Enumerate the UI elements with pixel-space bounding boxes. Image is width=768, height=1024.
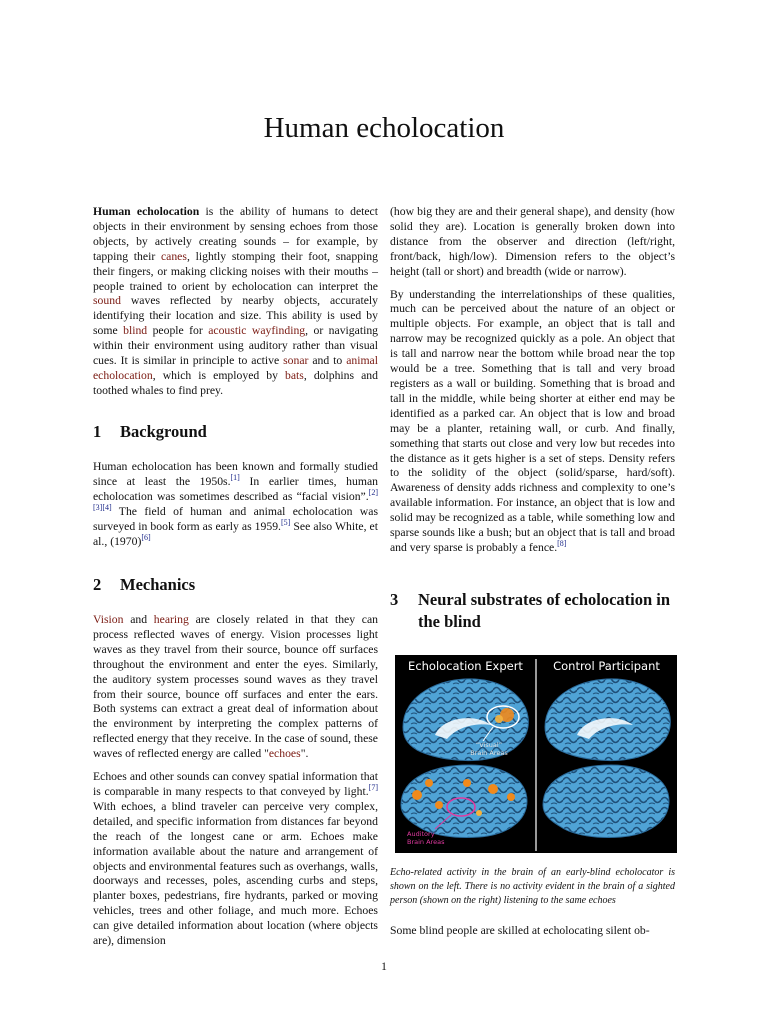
label-echolocation-expert: Echolocation Expert bbox=[408, 659, 523, 673]
expert-lateral-brain bbox=[401, 765, 527, 838]
brain-illustration bbox=[395, 655, 677, 853]
citation-2-3-4[interactable]: [2][3][4] bbox=[93, 487, 378, 512]
right-paragraph-2: By understanding the interrelationships of these qualities, much can be perceived about the nature of an object or multiple objects. For example, an object that is tall and narrow may be recognized quickly as a pole. An object that is tall and narrow near the bottom while broad near the top would be a tree. Something that is tall and very broad registers as a wall or building. Something that is broad and tall in the middle, while being shorter at either end may be identified as a parked car. An object that is low and broad may be a planter, retaining wall, or curb. And finally, something that starts out close and very low but recedes into the distance as it gets higher is a set of steps. Density refers to the solidity of the object (solid/sparse, hard/soft). Awareness of density adds richness and complexity to one’s available information. For instance, an object that is low and solid may be recognized as a table, while something low and sparse sounds like a bush; but an object that is tall and broad and very sparse is probably a fence.[8] bbox=[390, 287, 675, 554]
label-auditory-brain-areas: Auditory Brain Areas bbox=[407, 830, 445, 846]
page-number: 1 bbox=[381, 961, 387, 973]
page-title: Human echolocation bbox=[263, 112, 505, 144]
brain-activity-figure bbox=[395, 655, 677, 853]
label-visual-brain-areas: “Visual” Brain Areas bbox=[470, 741, 508, 757]
mechanics-text bbox=[93, 613, 378, 957]
label-control-participant: Control Participant bbox=[553, 659, 660, 673]
citation-6[interactable]: [6] bbox=[141, 532, 151, 542]
link-vision[interactable]: Vision bbox=[93, 613, 124, 626]
intro-bold-term: Human echolocation bbox=[93, 205, 200, 218]
link-canes[interactable]: canes bbox=[160, 249, 187, 263]
mechanics-paragraph-1: Vision and hearing are closely related in that they can process reflected waves of energy. Vision processes light waves as they travel from their source, bounce off surfaces throughout the environment and enter the eyes. Similarly, the auditory system processes sound waves as they travel from their source, bounce off surfaces and enter the ears. Both systems can extract a great deal of information about the environment by interpreting the complex patterns of reflected energy that they receive. In the case of sound, these waves of reflected energy are called "echoes". bbox=[93, 613, 379, 761]
section-heading-neural-substrates: 3 Neural substrates of echolocation in the blind bbox=[390, 590, 671, 631]
mechanics-paragraph-2: Echoes and other sounds can convey spatial information that is comparable in many respects to that conveyed by light.[7] With echoes, a blind traveler can perceive very complex, detailed, and specific information from distances far beyond the reach of the longest cane or arm. Echoes make information available about the nature and arrangement of objects and environmental features such as overhangs, walls, doorways and recesses, poles, ascending curbs and steps, planter boxes, pedestrians, fire hydrants, parked or moving vehicles, trees and other foliage, and much more. Echoes can give detailed information about location (where objects are), dimension bbox=[93, 770, 378, 948]
right-paragraph-1: (how big they are and their general shape), and density (how solid they are). Location is generally broken down into distance from the observer and direction (left/right, front/back, high/low). Dimension refers to the object’s height (tall or short) and breadth (wide or narrow). bbox=[390, 205, 675, 278]
right-column-text bbox=[390, 205, 675, 564]
link-sonar[interactable]: sonar bbox=[283, 354, 309, 368]
citation-1[interactable]: [1] bbox=[230, 473, 240, 483]
link-bats[interactable]: bats bbox=[285, 368, 304, 382]
background-paragraph: Human echolocation has been known and formally studied since at least the 1950s.[1] In earlier times, human echolocation was sometimes described as “facial vision”.[2][3][4] The field of human and animal echolocation was surveyed in book form as early as 1959.[5] See also White, et al., (1970)[6] bbox=[93, 460, 378, 548]
citation-5[interactable]: [5] bbox=[280, 517, 291, 527]
link-blind[interactable]: blind bbox=[123, 324, 148, 338]
intro-paragraph: Human echolocation is the ability of humans to detect objects in their environment by sensing echoes from those objects, by actively creating sounds – for example, by tapping their canes, lightly stomping their foot, snapping their fingers, or making clicking noises with their mouths – people trained to orient by echolocation can interpret the sound waves reflected by nearby objects, accurately identifying their location and size. This ability is used by some blind people for acoustic wayfinding, or navigating within their environment using auditory rather than visual cues. It is similar in principle to active sonar and to animal echolocation, which is employed by bats, dolphins and toothed whales to find prey. bbox=[93, 205, 379, 397]
section-heading-background: 1 Background bbox=[93, 422, 207, 441]
link-animal-echolocation[interactable]: animal echolocation bbox=[93, 354, 378, 382]
section3-first-line: Some blind people are skilled at echolocating silent ob- bbox=[390, 924, 650, 937]
section-heading-mechanics: 2 Mechanics bbox=[93, 575, 196, 594]
figure-caption: Echo-related activity in the brain of an early-blind echolocator is shown on the left. There is no activity evident in the brain of a sighted person (shown on the right) listening to the same echoes bbox=[390, 867, 675, 906]
link-hearing[interactable]: hearing bbox=[153, 613, 189, 626]
control-medial-brain bbox=[545, 679, 670, 761]
citation-7[interactable]: [7] bbox=[368, 783, 378, 793]
link-acoustic-wayfinding[interactable]: acoustic wayfinding bbox=[208, 324, 306, 338]
link-echoes[interactable]: echoes bbox=[268, 747, 301, 761]
control-lateral-brain bbox=[543, 765, 669, 838]
link-sound[interactable]: sound bbox=[93, 294, 121, 308]
citation-8[interactable]: [8] bbox=[557, 539, 567, 549]
